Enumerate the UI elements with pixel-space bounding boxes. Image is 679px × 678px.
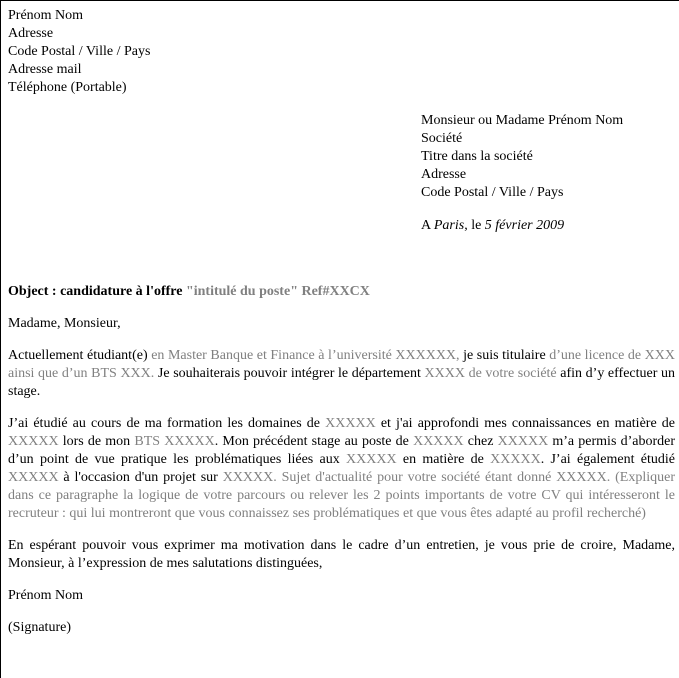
p2-placeholder: XXXXX	[222, 470, 274, 485]
p2-text: J’ai étudié au cours de ma formation les domaines de	[8, 416, 326, 431]
p2-placeholder: XXXXX	[346, 452, 397, 467]
sender-phone: Téléphone (Portable)	[8, 80, 127, 95]
sender-postal: Code Postal / Ville / Pays	[8, 44, 151, 59]
paragraph-studies	[8, 415, 675, 523]
p1-text: je suis titulaire	[459, 348, 550, 363]
object-position: "intitulé du poste"	[185, 284, 298, 299]
p2-text: . Mon précédent stage au poste de	[214, 434, 414, 449]
p2-text: chez	[463, 434, 498, 449]
p1-placeholder: XXXX de votre société	[424, 366, 557, 381]
p2-text: et j'ai approfondi mes connaissances en matière de	[375, 416, 675, 431]
p1-text: afin d’y effectuer un stage.	[8, 366, 676, 399]
date-separator: , le	[464, 218, 485, 233]
p2-placeholder: XXXXX	[497, 434, 549, 449]
recipient-title: Titre dans la société	[421, 149, 533, 164]
date-city: Paris	[433, 218, 465, 233]
signoff-name: Prénom Nom	[8, 588, 84, 603]
recipient-postal: Code Postal / Ville / Pays	[421, 185, 564, 200]
p2-text: . J’ai également étudié	[540, 452, 675, 467]
date-line	[421, 217, 564, 235]
paragraph-intro	[8, 347, 675, 401]
recipient-company: Société	[421, 131, 463, 146]
sender-email: Adresse mail	[8, 62, 82, 77]
object-line	[8, 283, 675, 301]
recipient-name: Monsieur ou Madame Prénom Nom	[421, 113, 624, 128]
p2-text: en matière de	[396, 452, 491, 467]
p1-placeholder: en Master Banque et Finance à l’université XXXXXX,	[151, 348, 460, 363]
sender-address: Adresse	[8, 26, 54, 41]
p2-placeholder: XXXXX	[8, 434, 59, 449]
p1-text: Actuellement étudiant(e)	[8, 348, 152, 363]
p2-text: lors de mon	[58, 434, 135, 449]
recipient-block	[421, 112, 623, 202]
p2-placeholder: XXXXX	[8, 470, 59, 485]
recipient-address: Adresse	[421, 167, 467, 182]
p2-text: m’a permis d’aborder d’un point de vue pratique les problématiques liées aux	[8, 434, 675, 467]
signoff-signature: (Signature)	[8, 620, 71, 635]
p2-placeholder: XXXXX	[413, 434, 464, 449]
date-prefix: A	[421, 218, 434, 233]
paragraph-closing: En espérant pouvoir vous exprimer ma motivation dans le cadre d’un entretien, je vous prie de croire, Madame, Monsieur, à l’expression de mes salutations distinguées,	[8, 538, 675, 571]
sender-block	[8, 7, 150, 97]
letter-body	[8, 283, 675, 637]
p2-placeholder: XXXXX	[325, 416, 376, 431]
sender-name: Prénom Nom	[8, 8, 84, 23]
object-label: Object : candidature à l'offre	[8, 284, 186, 299]
p2-placeholder: XXXXX	[490, 452, 541, 467]
salutation: Madame, Monsieur,	[8, 316, 121, 331]
p2-placeholder: . Sujet d'actualité pour votre société étant donné XXXXX. (Expliquer dans ce paragraphe la logique de votre parcours ou relever les 2 points importants de votre CV qui intéresseront le recruteur : qui lui montreront que vous connaissez ses problématiques et que vous êtes adapté au profil recherché)	[8, 470, 675, 521]
p2-placeholder: BTS XXXXX	[134, 434, 215, 449]
date-value: 5 février 2009	[484, 218, 565, 233]
p1-text: Je souhaiterais pouvoir intégrer le département	[154, 366, 425, 381]
object-ref: Ref#XXCX	[297, 284, 370, 299]
p1-placeholder: d’une licence de XXX ainsi que d’un BTS XXX.	[8, 348, 675, 381]
p2-text: à l'occasion d'un projet sur	[58, 470, 223, 485]
